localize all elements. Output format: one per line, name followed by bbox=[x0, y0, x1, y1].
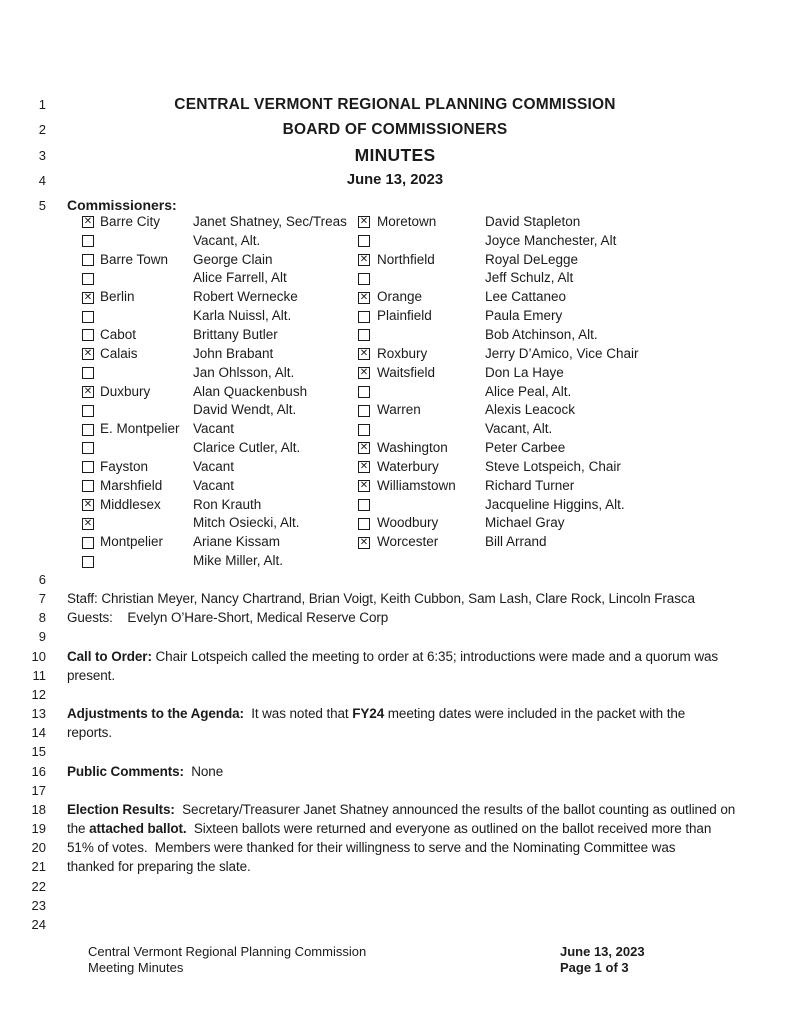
attendance-cell bbox=[358, 365, 377, 380]
header-line bbox=[0, 92, 791, 117]
line-number: 4 bbox=[38, 172, 46, 188]
commissioner-name: Vacant, Alt. bbox=[193, 232, 261, 248]
line-number: 9 bbox=[38, 629, 46, 645]
checkbox-icon bbox=[358, 329, 370, 341]
body-line-text bbox=[67, 838, 675, 857]
line-number: 23 bbox=[31, 897, 46, 913]
text-segment: Sixteen ballots were returned and everyone as outlined on the ballot received more than bbox=[186, 821, 712, 837]
town-name: Berlin bbox=[100, 289, 135, 305]
text-segment: It was noted that bbox=[243, 706, 353, 722]
text-segment: meeting dates were included in the packet with the bbox=[384, 706, 686, 722]
line-number: 21 bbox=[31, 859, 46, 875]
text-segment: present. bbox=[67, 667, 115, 683]
body-line bbox=[0, 781, 791, 800]
checkbox-icon bbox=[358, 292, 370, 304]
checkbox-icon bbox=[358, 216, 370, 228]
commissioner-row bbox=[82, 551, 791, 570]
town-name: Williamstown bbox=[377, 477, 456, 493]
commissioner-name: Alice Peal, Alt. bbox=[485, 383, 572, 399]
meeting-date: June 13, 2023 bbox=[346, 171, 444, 188]
body-line bbox=[0, 800, 791, 819]
attendance-cell bbox=[82, 252, 100, 267]
commissioner-row bbox=[82, 212, 791, 231]
line-number: 17 bbox=[31, 782, 46, 798]
attendance-cell bbox=[358, 252, 377, 267]
commissioner-name: Richard Turner bbox=[485, 477, 575, 493]
commissioner-name: Vacant bbox=[193, 477, 235, 493]
body-line bbox=[0, 819, 791, 838]
attendance-cell bbox=[358, 478, 377, 493]
attendance-cell bbox=[82, 346, 100, 361]
attendance-cell bbox=[358, 402, 377, 417]
attendance-cell bbox=[358, 327, 377, 342]
body-line bbox=[0, 666, 791, 685]
commissioner-name: Peter Carbee bbox=[485, 440, 566, 456]
document-header bbox=[0, 92, 791, 218]
document-subtitle: BOARD OF COMMISSIONERS bbox=[282, 121, 508, 139]
commissioner-name: Mitch Osiecki, Alt. bbox=[193, 515, 300, 531]
text-segment: None bbox=[183, 763, 224, 779]
body-line bbox=[0, 762, 791, 781]
checkbox-icon bbox=[82, 348, 94, 360]
attendance-cell bbox=[358, 440, 377, 455]
body-line-text bbox=[67, 647, 718, 666]
body-line bbox=[0, 896, 791, 915]
town-name: Waterbury bbox=[377, 458, 439, 474]
attendance-cell bbox=[358, 384, 377, 399]
attendance-cell bbox=[358, 214, 377, 229]
checkbox-icon bbox=[358, 480, 370, 492]
footer-organization: Central Vermont Regional Planning Commission bbox=[88, 944, 367, 959]
checkbox-icon bbox=[358, 273, 370, 285]
body-line bbox=[0, 704, 791, 723]
body-line bbox=[0, 838, 791, 857]
checkbox-icon bbox=[358, 367, 370, 379]
checkbox-icon bbox=[82, 424, 94, 436]
commissioners-label: Commissioners: bbox=[67, 197, 177, 214]
footer-right bbox=[560, 944, 645, 977]
town-name: Plainfield bbox=[377, 308, 432, 324]
attendance-cell bbox=[82, 534, 100, 549]
commissioner-name: Bob Atchinson, Alt. bbox=[485, 326, 598, 342]
commissioner-name: Jeff Schulz, Alt bbox=[485, 270, 574, 286]
town-name: Marshfield bbox=[100, 477, 163, 493]
commissioner-name: Alice Farrell, Alt bbox=[193, 270, 287, 286]
attendance-cell bbox=[82, 384, 100, 399]
commissioner-name: David Wendt, Alt. bbox=[193, 402, 297, 418]
body-line bbox=[0, 647, 791, 666]
checkbox-icon bbox=[82, 367, 94, 379]
commissioner-row bbox=[82, 457, 791, 476]
line-number: 3 bbox=[38, 147, 46, 163]
footer-document-type: Meeting Minutes bbox=[88, 960, 184, 976]
checkbox-icon bbox=[358, 442, 370, 454]
checkbox-icon bbox=[82, 499, 94, 511]
line-number: 14 bbox=[31, 725, 46, 741]
body-line bbox=[0, 570, 791, 589]
commissioner-name: Alexis Leacock bbox=[485, 402, 576, 418]
checkbox-icon bbox=[82, 292, 94, 304]
commissioner-name: Bill Arrand bbox=[485, 534, 547, 550]
line-number: 20 bbox=[31, 840, 46, 856]
checkbox-icon bbox=[82, 329, 94, 341]
bold-text-segment: attached ballot. bbox=[89, 821, 187, 837]
checkbox-icon bbox=[358, 461, 370, 473]
line-number: 12 bbox=[31, 686, 46, 702]
town-name: Cabot bbox=[100, 326, 137, 342]
line-number: 18 bbox=[31, 801, 46, 817]
checkbox-icon bbox=[82, 537, 94, 549]
town-name: Waitsfield bbox=[377, 364, 436, 380]
checkbox-icon bbox=[82, 442, 94, 454]
attendance-cell bbox=[82, 459, 100, 474]
body-line-text bbox=[67, 608, 388, 627]
line-number: 19 bbox=[31, 821, 46, 837]
commissioner-row bbox=[82, 269, 791, 288]
attendance-cell bbox=[82, 214, 100, 229]
commissioner-name: Paula Emery bbox=[485, 308, 563, 324]
minutes-body bbox=[0, 570, 791, 934]
commissioner-name: Ariane Kissam bbox=[193, 534, 281, 550]
footer-left bbox=[88, 944, 366, 977]
commissioner-row bbox=[82, 438, 791, 457]
commissioner-name: Joyce Manchester, Alt bbox=[485, 232, 617, 248]
checkbox-icon bbox=[82, 405, 94, 417]
line-number: 11 bbox=[32, 667, 46, 683]
bold-text-segment: Call to Order: bbox=[67, 648, 152, 664]
town-name: Moretown bbox=[377, 213, 437, 229]
body-line bbox=[0, 877, 791, 896]
checkbox-icon bbox=[82, 216, 94, 228]
commissioner-row bbox=[82, 495, 791, 514]
commissioner-name: Alan Quackenbush bbox=[193, 383, 308, 399]
body-line-text bbox=[67, 762, 223, 781]
attendance-cell bbox=[358, 233, 377, 248]
attendance-cell bbox=[358, 553, 377, 568]
commissioner-name: Janet Shatney, Sec/Treas bbox=[193, 213, 347, 229]
commissioner-name: David Stapleton bbox=[485, 213, 581, 229]
attendance-cell bbox=[358, 270, 377, 285]
minutes-heading: MINUTES bbox=[354, 144, 436, 165]
attendance-cell bbox=[358, 421, 377, 436]
checkbox-icon bbox=[82, 556, 94, 568]
checkbox-icon bbox=[358, 424, 370, 436]
attendance-cell bbox=[358, 289, 377, 304]
body-line bbox=[0, 915, 791, 934]
header-line bbox=[0, 143, 791, 168]
attendance-cell bbox=[358, 515, 377, 530]
town-name: Warren bbox=[377, 402, 421, 418]
commissioner-row bbox=[82, 250, 791, 269]
body-line-text bbox=[67, 704, 685, 723]
commissioner-row bbox=[82, 325, 791, 344]
line-number: 24 bbox=[31, 916, 46, 932]
commissioner-row bbox=[82, 363, 791, 382]
town-name: Barre City bbox=[100, 213, 161, 229]
line-number: 8 bbox=[38, 610, 46, 626]
checkbox-icon bbox=[82, 254, 94, 266]
commissioner-row bbox=[82, 419, 791, 438]
town-name: Calais bbox=[100, 345, 138, 361]
header-line bbox=[0, 117, 791, 142]
commissioner-name: Jan Ohlsson, Alt. bbox=[193, 364, 295, 380]
commissioner-name: Vacant bbox=[193, 421, 235, 437]
checkbox-icon bbox=[82, 235, 94, 247]
attendance-cell bbox=[82, 553, 100, 568]
attendance-cell bbox=[82, 308, 100, 323]
checkbox-icon bbox=[82, 518, 94, 530]
checkbox-icon bbox=[358, 499, 370, 511]
body-line-text bbox=[67, 723, 112, 742]
town-name: Montpelier bbox=[100, 534, 164, 550]
header-line bbox=[0, 168, 791, 193]
commissioner-name: Michael Gray bbox=[485, 515, 565, 531]
town-name: Orange bbox=[377, 289, 423, 305]
checkbox-icon bbox=[358, 405, 370, 417]
commissioner-name: Karla Nuissl, Alt. bbox=[193, 308, 292, 324]
body-line bbox=[0, 608, 791, 627]
attendance-cell bbox=[358, 346, 377, 361]
attendance-cell bbox=[82, 515, 100, 530]
checkbox-icon bbox=[82, 461, 94, 473]
footer-date: June 13, 2023 bbox=[560, 944, 645, 959]
body-line bbox=[0, 857, 791, 876]
attendance-cell bbox=[358, 497, 377, 512]
commissioner-row bbox=[82, 344, 791, 363]
commissioner-row bbox=[82, 287, 791, 306]
checkbox-icon bbox=[82, 273, 94, 285]
commissioner-name: Clarice Cutler, Alt. bbox=[193, 440, 301, 456]
attendance-cell bbox=[82, 365, 100, 380]
town-name: Washington bbox=[377, 440, 448, 456]
line-number: 22 bbox=[31, 878, 46, 894]
commissioner-name: Royal DeLegge bbox=[485, 251, 579, 267]
commissioner-name: Vacant bbox=[193, 458, 235, 474]
line-number: 5 bbox=[38, 198, 46, 214]
text-segment: the bbox=[67, 821, 90, 837]
checkbox-icon bbox=[358, 235, 370, 247]
commissioner-name: Lee Cattaneo bbox=[485, 289, 567, 305]
checkbox-icon bbox=[82, 311, 94, 323]
checkbox-icon bbox=[358, 518, 370, 530]
text-segment: Chair Lotspeich called the meeting to order at 6:35; introductions were made and a quorum was bbox=[151, 648, 719, 664]
commissioner-name: Don La Haye bbox=[485, 364, 564, 380]
body-line bbox=[0, 742, 791, 761]
commissioner-name: Ron Krauth bbox=[193, 496, 262, 512]
line-number: 2 bbox=[38, 122, 46, 138]
attendance-cell bbox=[82, 270, 100, 285]
town-name: Woodbury bbox=[377, 515, 439, 531]
checkbox-icon bbox=[82, 386, 94, 398]
town-name: Worcester bbox=[377, 534, 439, 550]
town-name: Barre Town bbox=[100, 251, 169, 267]
bold-text-segment: FY24 bbox=[352, 706, 385, 722]
commissioner-name: Jacqueline Higgins, Alt. bbox=[485, 496, 625, 512]
commissioner-row bbox=[82, 231, 791, 250]
body-line bbox=[0, 627, 791, 646]
attendance-cell bbox=[358, 308, 377, 323]
commissioner-name: Mike Miller, Alt. bbox=[193, 553, 284, 569]
commissioner-row bbox=[82, 476, 791, 495]
checkbox-icon bbox=[358, 254, 370, 266]
body-line-text bbox=[67, 800, 735, 819]
body-line bbox=[0, 723, 791, 742]
line-number: 6 bbox=[38, 572, 46, 587]
body-line bbox=[0, 589, 791, 608]
body-line-text bbox=[67, 857, 251, 876]
attendance-cell bbox=[358, 534, 377, 549]
commissioner-name: Jerry D’Amico, Vice Chair bbox=[485, 345, 639, 361]
line-number: 16 bbox=[31, 763, 46, 779]
commissioner-row bbox=[82, 382, 791, 401]
document-title: CENTRAL VERMONT REGIONAL PLANNING COMMISSION bbox=[174, 96, 616, 113]
body-line bbox=[0, 685, 791, 704]
attendance-cell bbox=[82, 402, 100, 417]
town-name: Fayston bbox=[100, 458, 149, 474]
line-number: 1 bbox=[38, 97, 46, 112]
line-number: 7 bbox=[38, 591, 46, 607]
text-segment: 51% of votes. Members were thanked for their willingness to serve and the Nominating Committee was bbox=[67, 840, 676, 856]
attendance-cell bbox=[358, 459, 377, 474]
line-number: 10 bbox=[31, 648, 46, 664]
commissioner-name: Brittany Butler bbox=[193, 326, 278, 342]
town-name: E. Montpelier bbox=[100, 421, 180, 437]
footer-page-number: Page 1 of 3 bbox=[560, 960, 629, 976]
town-name: Northfield bbox=[377, 251, 435, 267]
commissioner-name: Robert Wernecke bbox=[193, 289, 298, 305]
body-line-text bbox=[67, 666, 115, 685]
text-segment: Staff: Christian Meyer, Nancy Chartrand, Brian Voigt, Keith Cubbon, Sam Lash, Clare Rock, Lincoln Frasca bbox=[67, 591, 695, 607]
commissioner-name: George Clain bbox=[193, 251, 273, 267]
commissioner-row bbox=[82, 400, 791, 419]
checkbox-icon bbox=[82, 480, 94, 492]
attendance-cell bbox=[82, 478, 100, 493]
town-name: Middlesex bbox=[100, 496, 161, 512]
body-line-text bbox=[67, 819, 711, 838]
bold-text-segment: Election Results: bbox=[67, 801, 175, 817]
commissioner-name: John Brabant bbox=[193, 345, 274, 361]
checkbox-icon bbox=[358, 348, 370, 360]
commissioner-row bbox=[82, 514, 791, 533]
line-number: 15 bbox=[31, 744, 46, 760]
attendance-cell bbox=[82, 233, 100, 248]
commissioner-row bbox=[82, 532, 791, 551]
attendance-cell bbox=[82, 289, 100, 304]
commissioner-name: Vacant, Alt. bbox=[485, 421, 553, 437]
town-name: Duxbury bbox=[100, 383, 151, 399]
bold-text-segment: Adjustments to the Agenda: bbox=[67, 706, 244, 722]
bold-text-segment: Public Comments: bbox=[67, 763, 184, 779]
commissioners-attendance-list bbox=[82, 212, 791, 570]
attendance-cell bbox=[82, 327, 100, 342]
commissioner-name: Steve Lotspeich, Chair bbox=[485, 458, 621, 474]
text-segment: thanked for preparing the slate. bbox=[67, 859, 251, 875]
attendance-cell bbox=[82, 440, 100, 455]
body-line-text bbox=[67, 589, 695, 608]
text-segment: Guests: Evelyn O’Hare-Short, Medical Reserve Corp bbox=[67, 610, 389, 626]
text-segment: reports. bbox=[67, 725, 112, 741]
checkbox-icon bbox=[358, 386, 370, 398]
attendance-cell bbox=[82, 421, 100, 436]
line-number: 13 bbox=[31, 706, 46, 722]
commissioner-row bbox=[82, 306, 791, 325]
text-segment: Secretary/Treasurer Janet Shatney announced the results of the ballot counting as outlined on bbox=[174, 801, 736, 817]
town-name: Roxbury bbox=[377, 345, 428, 361]
attendance-cell bbox=[82, 497, 100, 512]
checkbox-icon bbox=[358, 311, 370, 323]
checkbox-icon bbox=[358, 537, 370, 549]
